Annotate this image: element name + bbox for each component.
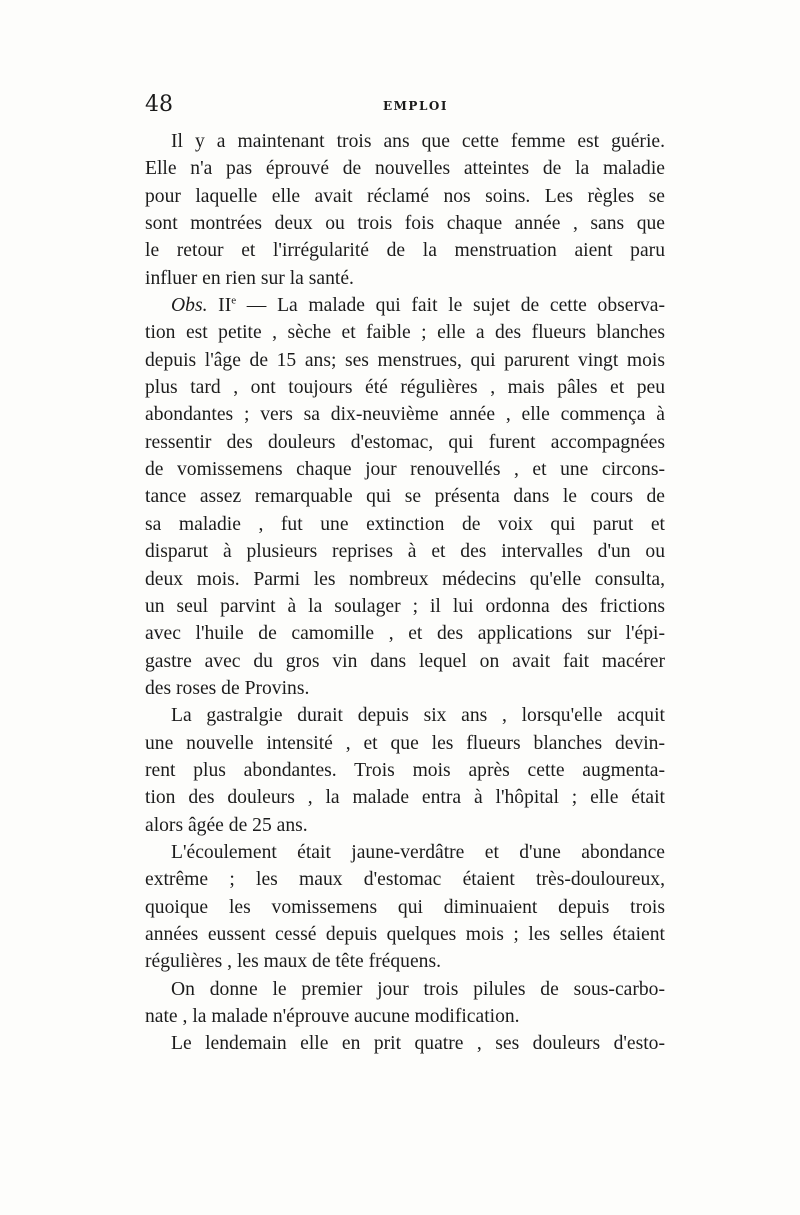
text-line: La gastralgie durait depuis six ans , lorsqu'elle acquit — [171, 705, 665, 727]
text-line: Elle n'a pas éprouvé de nouvelles atteintes de la maladie — [145, 158, 665, 180]
text-line: tion est petite , sèche et faible ; elle a des flueurs blanches — [145, 322, 665, 344]
text-line: alors âgée de 25 ans. — [145, 814, 308, 836]
text-line: abondantes ; vers sa dix-neuvième année , elle commença à — [145, 404, 665, 426]
text-line: gastre avec du gros vin dans lequel on avait fait macérer — [145, 650, 665, 672]
text-line: tance assez remarquable qui se présenta dans le cours de — [145, 486, 665, 508]
text-line: sa maladie , fut une extinction de voix qui parut et — [145, 513, 665, 535]
text-line: sont montrées deux ou trois fois chaque année , sans que — [145, 213, 665, 235]
text-line: plus tard , ont toujours été régulières , mais pâles et peu — [145, 377, 665, 399]
observation-number-suffix: e — [231, 294, 237, 307]
observation-heading-line — [145, 292, 665, 319]
text-line: de vomissemens chaque jour renouvellés , et une circons- — [145, 459, 665, 481]
text-line: quoique les vomissemens qui diminuaient depuis trois — [145, 896, 665, 918]
text-line: années eussent cessé depuis quelques mois ; les selles étaient — [145, 923, 665, 945]
text-line: influer en rien sur la santé. — [145, 267, 354, 289]
text-line: le retour et l'irrégularité de la menstruation aient paru — [145, 240, 665, 262]
running-head: EMPLOI — [383, 99, 448, 113]
text-line: une nouvelle intensité , et que les flueurs blanches devin- — [145, 732, 665, 754]
text-line: des roses de Provins. — [145, 677, 310, 699]
text-line: tion des douleurs , la malade entra à l'hôpital ; elle était — [145, 787, 665, 809]
observation-heading-rest: — La malade qui fait le sujet de cette observa- — [236, 295, 665, 317]
text-line: ressentir des douleurs d'estomac, qui furent accompagnées — [145, 431, 665, 453]
text-line: depuis l'âge de 15 ans; ses menstrues, qui parurent vingt mois — [145, 349, 665, 371]
text-line: extrême ; les maux d'estomac étaient très-douloureux, — [145, 869, 665, 891]
text-line: pour laquelle elle avait réclamé nos soins. Les règles se — [145, 185, 665, 207]
text-line: deux mois. Parmi les nombreux médecins qu'elle consulta, — [145, 568, 665, 590]
text-line: avec l'huile de camomille , et des applications sur l'épi- — [145, 623, 665, 645]
observation-label: Obs. — [171, 295, 208, 317]
text-line: rent plus abondantes. Trois mois après cette augmenta- — [145, 759, 665, 781]
text-line: Il y a maintenant trois ans que cette femme est guérie. — [171, 131, 665, 152]
text-line: On donne le premier jour trois pilules de sous-carbo- — [171, 978, 665, 1000]
body-text — [145, 128, 665, 1058]
text-line: disparut à plusieurs reprises à et des intervalles d'un ou — [145, 541, 665, 563]
text-line: nate , la malade n'éprouve aucune modification. — [145, 1006, 520, 1027]
observation-number: II — [218, 295, 232, 317]
text-line: un seul parvint à la soulager ; il lui ordonna des frictions — [145, 595, 665, 617]
text-line: Le lendemain elle en prit quatre , ses douleurs d'esto- — [171, 1033, 665, 1055]
page-number: 48 — [145, 92, 173, 117]
page-header — [145, 92, 665, 122]
text-line: régulières , les maux de tête fréquens. — [145, 951, 441, 973]
text-line: L'écoulement était jaune-verdâtre et d'une abondance — [171, 841, 665, 863]
